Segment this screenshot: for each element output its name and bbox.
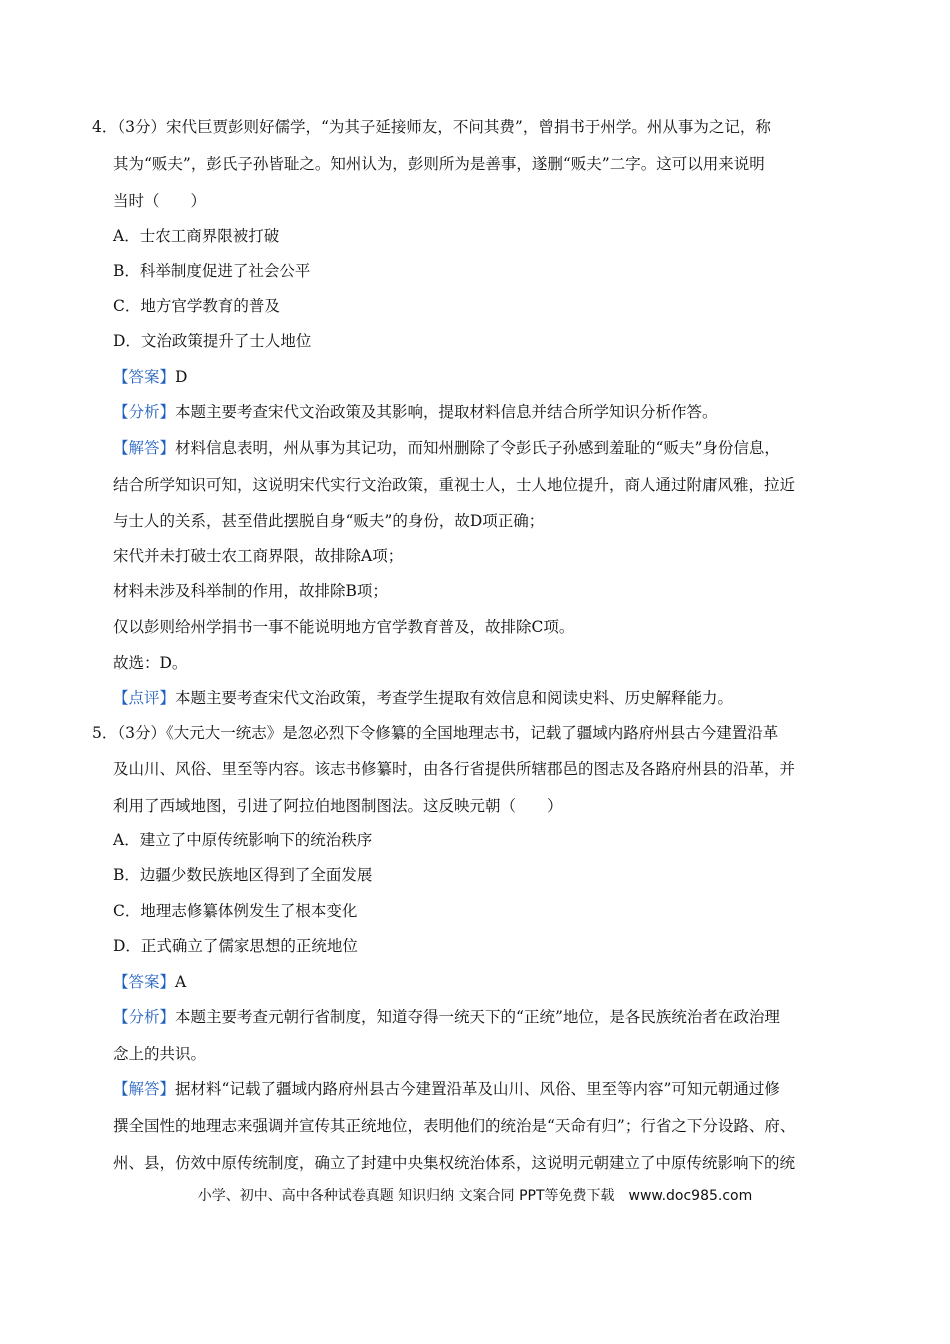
q5-analysis-line-1 [113,1006,780,1028]
q4-solution-line-3: 与士人的关系，甚至借此摆脱自身“贩夫”的身份，故D项正确； [113,512,545,530]
solution-text: 据材料“记载了疆域内路府州县古今建置沿革及山川、风俗、里至等内容”可知元朝通过修 [175,1080,780,1098]
q4-option-c: C．地方官学教育的普及 [113,297,280,315]
q5-solution-line-1 [113,1078,780,1100]
q5-answer [113,971,186,993]
q5-solution-line-3: 州、县，仿效中原传统制度，确立了封建中央集权统治体系，这说明元朝建立了中原传统影响下的统 [113,1154,796,1172]
q5-option-a: A．建立了中原传统影响下的统治秩序 [113,831,373,849]
q4-solution-line-2: 结合所学知识可知，这说明宋代实行文治政策，重视士人，士人地位提升，商人通过附庸风雅，拉近 [113,476,796,494]
q4-option-d: D．文治政策提升了士人地位 [113,332,312,350]
q4-option-b: B．科举制度促进了社会公平 [113,262,311,280]
analysis-tag: 【分析】 [113,1008,176,1026]
q4-stem-line-3: 当时（ ） [113,192,207,210]
q5-option-b: B．边疆少数民族地区得到了全面发展 [113,866,373,884]
q5-stem-line-1: 5．（3分）《大元大一统志》是忽必烈下令修纂的全国地理志书，记载了疆域内路府州县古今建置沿革 [92,724,779,742]
answer-tag: 【答案】 [113,368,176,386]
q4-analysis [113,401,718,423]
solution-text: 材料信息表明，州从事为其记功，而知州删除了令彭氏子孙感到羞耻的“贩夫”身份信息， [175,439,780,457]
q5-stem-line-3: 利用了西域地图，引进了阿拉伯地图制图法。这反映元朝（ ） [113,797,563,815]
comment-text: 本题主要考查宋代文治政策，考查学生提取有效信息和阅读史料、历史解释能力。 [175,689,734,707]
q4-stem-line-2: 其为“贩夫”，彭氏子孙皆耻之。知州认为，彭则所为是善事，遂删“贩夫”二字。这可以用来说明 [113,155,765,173]
q4-answer [113,366,187,388]
q4-stem-line-1: 4．（3分）宋代巨贾彭则好儒学，“为其子延接师友，不问其费”，曾捐书于州学。州从事为之记，称 [92,118,771,136]
q4-solution-line-4: 宋代并未打破士农工商界限，故排除A项； [113,547,404,565]
q4-solution-line-1 [113,437,780,459]
q5-stem-line-2: 及山川、风俗、里至等内容。该志书修纂时，由各行省提供所辖郡邑的图志及各路府州县的沿革，并 [113,760,796,778]
q4-solution-line-6: 仅以彭则给州学捐书一事不能说明地方官学教育普及，故排除C项。 [113,618,575,636]
solution-tag: 【解答】 [113,1080,176,1098]
analysis-text: 本题主要考查元朝行省制度，知道夺得一统天下的“正统”地位，是各民族统治者在政治理 [175,1008,780,1026]
q4-comment [113,687,733,709]
page-footer: 小学、初中、高中各种试卷真题 知识归纳 文案合同 PPT等免费下载 www.doc985.com [197,1188,753,1204]
q5-option-d: D．正式确立了儒家思想的正统地位 [113,937,358,955]
comment-tag: 【点评】 [113,689,176,707]
answer-tag: 【答案】 [113,973,176,991]
solution-tag: 【解答】 [113,439,176,457]
analysis-text: 本题主要考查宋代文治政策及其影响，提取材料信息并结合所学知识分析作答。 [175,403,718,421]
q5-solution-line-2: 撰全国性的地理志来强调并宣传其正统地位，表明他们的统治是“天命有归”；行省之下分设路、府、 [113,1117,796,1135]
answer-value: D [175,368,188,386]
q5-analysis-line-2: 念上的共识。 [113,1045,207,1063]
q4-solution-line-5: 材料未涉及科举制的作用，故排除B项； [113,582,388,600]
q4-solution-line-7: 故选：D。 [113,654,188,672]
q5-option-c: C．地理志修纂体例发生了根本变化 [113,902,358,920]
q4-option-a: A．士农工商界限被打破 [113,227,280,245]
analysis-tag: 【分析】 [113,403,176,421]
answer-value: A [175,973,187,991]
